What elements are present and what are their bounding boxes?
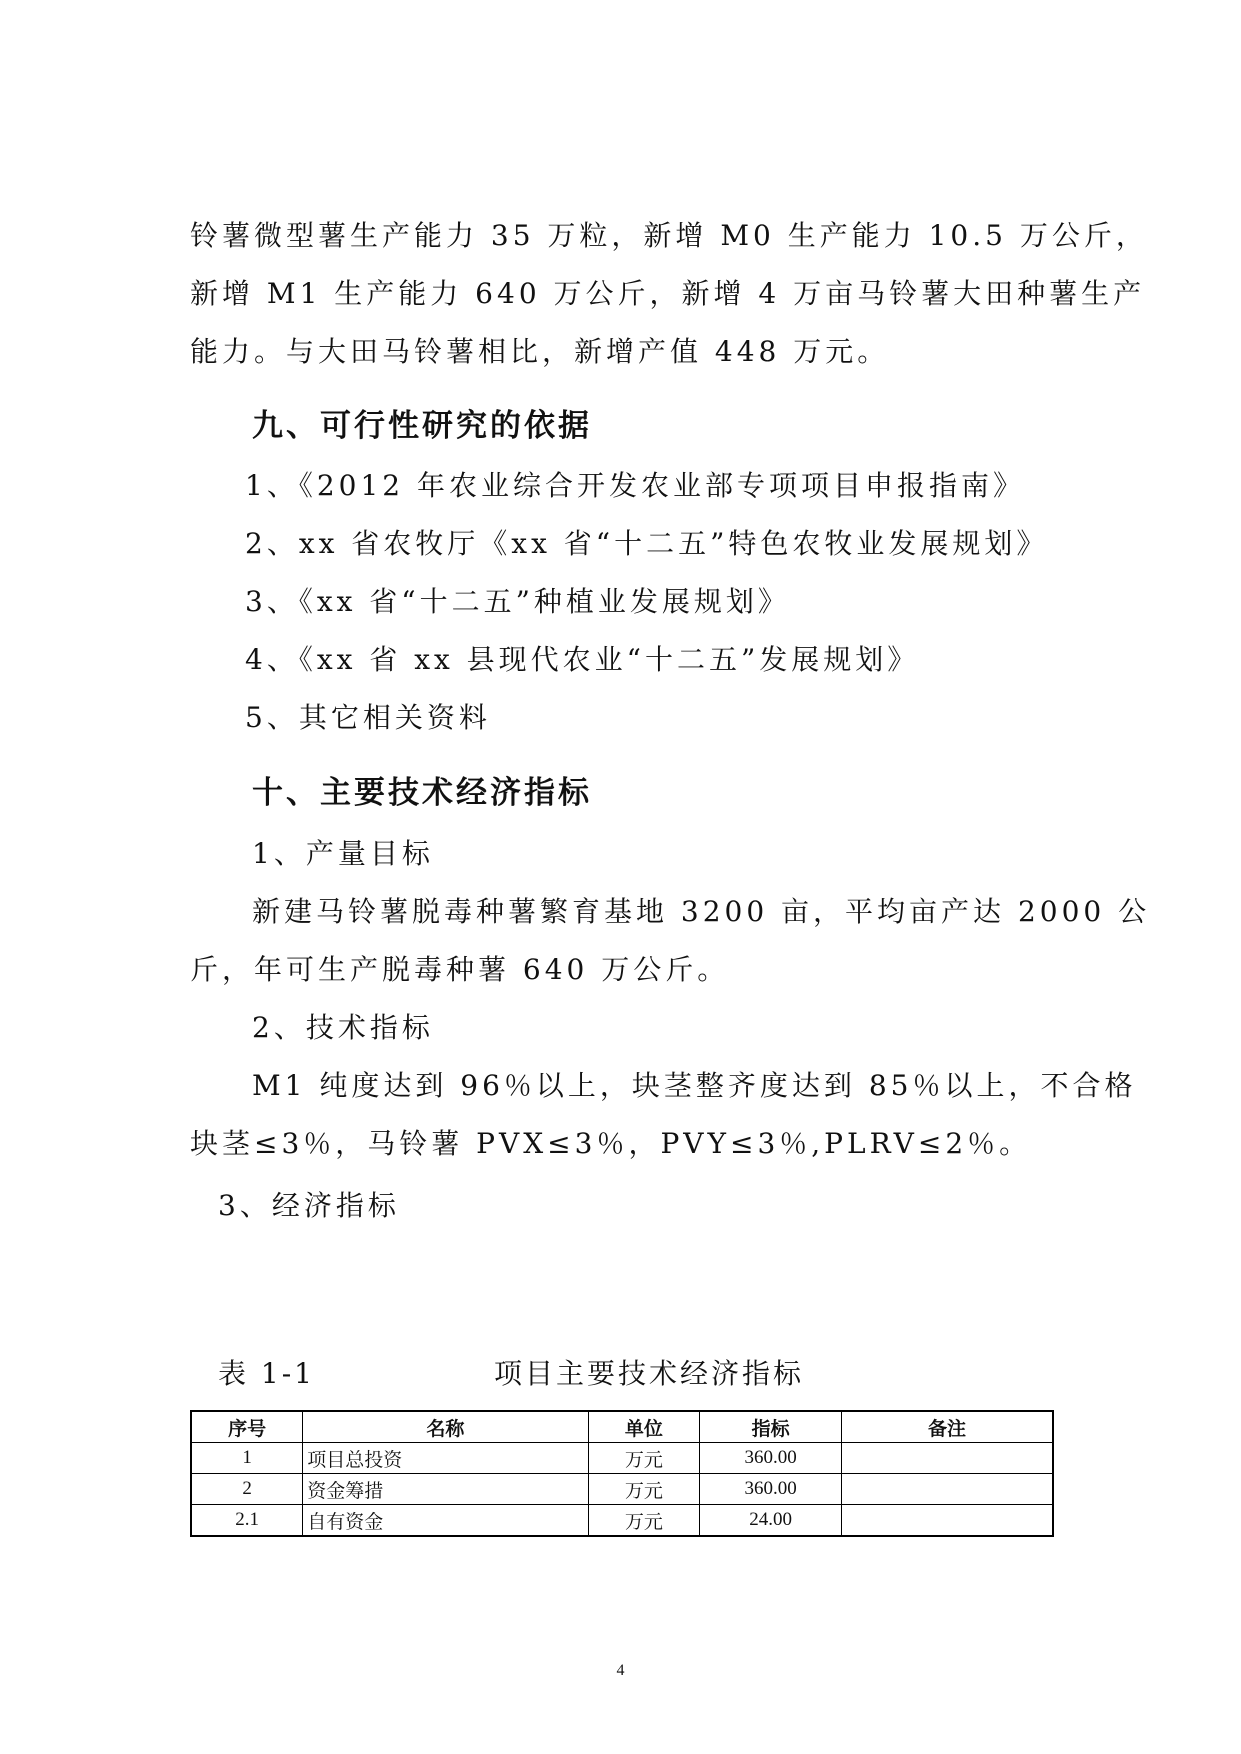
subsection-title-technical: 2、技术指标 [252, 1011, 434, 1044]
section-10-heading: 十、主要技术经济指标 [252, 775, 592, 811]
cell-name: 项目总投资 [303, 1443, 588, 1474]
cell-index: 2 [191, 1474, 303, 1505]
table-row [191, 1505, 1053, 1537]
output-line-2: 斤，年可生产脱毒种薯 640 万公斤。 [190, 953, 730, 986]
header-value: 指标 [700, 1411, 842, 1443]
cell-unit: 万元 [588, 1443, 700, 1474]
header-unit: 单位 [588, 1411, 700, 1443]
cell-unit: 万元 [588, 1505, 700, 1537]
table-label: 表 1-1 [218, 1357, 315, 1390]
technical-line-1: M1 纯度达到 96％以上，块茎整齐度达到 85％以上，不合格 [252, 1069, 1137, 1102]
table-row [191, 1443, 1053, 1474]
technical-line-2: 块茎≤3％，马铃薯 PVX≤3％，PVY≤3％,PLRV≤2％。 [190, 1127, 1032, 1160]
table-row [191, 1474, 1053, 1505]
cell-remark [842, 1474, 1054, 1505]
paragraph-line-1: 铃薯微型薯生产能力 35 万粒，新增 M0 生产能力 10.5 万公斤， [190, 219, 1148, 252]
subsection-title-economic: 3、经济指标 [218, 1189, 400, 1222]
basis-item-2: 2、xx 省农牧厅《xx 省“十二五”特色农牧业发展规划》 [245, 527, 1049, 560]
section-9-heading: 九、可行性研究的依据 [252, 408, 592, 444]
header-remark: 备注 [842, 1411, 1054, 1443]
output-line-1: 新建马铃薯脱毒种薯繁育基地 3200 亩，平均亩产达 2000 公 [252, 895, 1151, 928]
cell-value: 360.00 [700, 1474, 842, 1505]
indicator-table [190, 1410, 1054, 1537]
page-number: 4 [616, 1662, 625, 1679]
cell-index: 1 [191, 1443, 303, 1474]
basis-item-4: 4、《xx 省 xx 县现代农业“十二五”发展规划》 [245, 643, 920, 676]
subsection-title-output: 1、产量目标 [252, 837, 434, 870]
header-name: 名称 [303, 1411, 588, 1443]
cell-remark [842, 1443, 1054, 1474]
cell-remark [842, 1505, 1054, 1537]
cell-value: 24.00 [700, 1505, 842, 1537]
basis-item-5: 5、其它相关资料 [245, 701, 491, 734]
cell-index: 2.1 [191, 1505, 303, 1537]
basis-item-3: 3、《xx 省“十二五”种植业发展规划》 [245, 585, 790, 618]
cell-name: 自有资金 [303, 1505, 588, 1537]
cell-name: 资金筹措 [303, 1474, 588, 1505]
paragraph-line-3: 能力。与大田马铃薯相比，新增产值 448 万元。 [190, 335, 890, 368]
cell-value: 360.00 [700, 1443, 842, 1474]
basis-item-1: 1、《2012 年农业综合开发农业部专项项目申报指南》 [245, 469, 1025, 502]
header-index: 序号 [191, 1411, 303, 1443]
cell-unit: 万元 [588, 1474, 700, 1505]
table-header-row [191, 1411, 1053, 1443]
paragraph-line-2: 新增 M1 生产能力 640 万公斤，新增 4 万亩马铃薯大田种薯生产 [190, 277, 1146, 310]
table-title: 项目主要技术经济指标 [494, 1357, 805, 1390]
